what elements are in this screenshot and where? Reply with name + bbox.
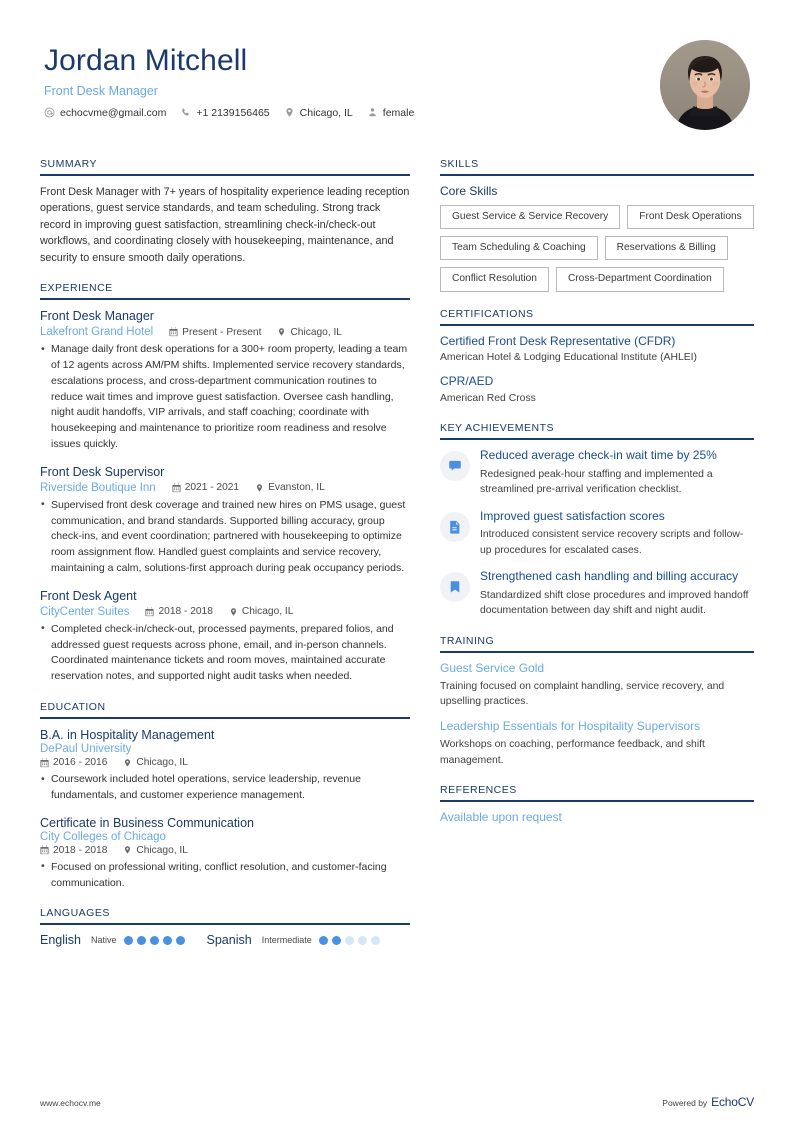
entry-dates-value: Present - Present: [182, 326, 262, 338]
skill-tag-list: [440, 205, 754, 292]
entry-title: B.A. in Hospitality Management: [40, 727, 215, 742]
location-icon: [123, 845, 132, 855]
location-icon: [255, 483, 264, 493]
achievement-item: [440, 569, 754, 619]
training-name: Leadership Essentials for Hospitality Supervisors: [440, 719, 701, 734]
skill-tag: Reservations & Billing: [605, 236, 728, 260]
entry-location: [229, 606, 294, 617]
entry-org: CityCenter Suites: [40, 605, 130, 618]
calendar-icon: [172, 483, 181, 493]
bullet-item: • Supervised front desk coverage and trained new hires on PMS usage, guest communication, and brand standards. Supported billing accuracy, group check-ins, and event coordination; partnered with housekeeping to optimize room assignment flow. Handled guest complaints and service recovery, maintaining a calm, solutions-first approach during peak occupancy periods.: [40, 498, 410, 577]
divider: [40, 174, 410, 176]
training-item: [440, 661, 754, 710]
education-entry: [40, 727, 410, 804]
contact-gender: [367, 107, 415, 119]
entry-location-value: Chicago, IL: [136, 757, 188, 769]
powered-by-label: Powered by: [662, 1098, 708, 1108]
contact-gender-value: female: [382, 106, 415, 119]
entry-meta: [40, 757, 410, 768]
language-rating: [319, 936, 380, 945]
entry-dates: [40, 845, 107, 856]
avatar: [660, 40, 750, 130]
contact-email-value: echocvme@gmail.com: [60, 106, 167, 119]
rating-dot: [163, 936, 172, 945]
footer-website[interactable]: www.echocv.me: [40, 1098, 101, 1108]
section-heading-references: REFERENCES: [440, 784, 517, 797]
entry-bullets: [40, 772, 410, 804]
brand-name: EchoCV: [711, 1095, 754, 1109]
section-heading-summary: SUMMARY: [40, 158, 97, 170]
entry-location-value: Chicago, IL: [241, 606, 294, 618]
location-icon: [229, 607, 238, 617]
bullet-item: • Completed check-in/check-out, processed payments, prepared folios, and addressed guest requests across phone, email, and in-person channels. Coordinated maintenance tickets and room moves, maintained accurate reservation notes, and supported night audit tasks when needed.: [40, 622, 410, 685]
left-column: [40, 158, 432, 963]
certification-issuer: American Red Cross: [440, 392, 536, 404]
entry-bullets: [40, 860, 410, 892]
achievement-item: [440, 448, 754, 498]
entry-location: [123, 757, 188, 768]
section-heading-achievements: KEY ACHIEVEMENTS: [440, 422, 555, 435]
resume-header: [40, 40, 754, 130]
skill-tag: Guest Service & Service Recovery: [440, 205, 620, 229]
rating-dot: [150, 936, 159, 945]
entry-dates-value: 2018 - 2018: [158, 606, 213, 618]
entry-location: [255, 482, 325, 493]
contact-row: [44, 107, 414, 119]
experience-entry: [40, 588, 410, 685]
section-key-achievements: [440, 422, 754, 619]
achievement-desc: Introduced consistent service recovery scripts and follow-up procedures for escalated cases.: [480, 529, 744, 556]
achievement-item: [440, 509, 754, 559]
language-item-english: [40, 933, 185, 947]
entry-meta: [40, 845, 410, 856]
right-column: [432, 158, 754, 840]
section-heading-experience: EXPERIENCE: [40, 282, 113, 295]
entry-bullets: [40, 498, 410, 577]
location-icon: [284, 107, 295, 118]
training-name: Guest Service Gold: [440, 660, 545, 675]
section-training: [440, 635, 754, 768]
certification-item: [440, 374, 754, 406]
entry-org: DePaul University: [40, 743, 132, 756]
contact-location-value: Chicago, IL: [299, 106, 353, 119]
entry-meta: [40, 606, 410, 618]
language-level: Intermediate: [261, 935, 312, 946]
resume-body: [40, 158, 754, 963]
section-heading-education: EDUCATION: [40, 700, 106, 713]
summary-text: Front Desk Manager with 7+ years of hospitality experience leading reception operations, guest service standards, and team scheduling. Strong track record in improving guest satisfaction, streamlining check-in/check-out workflows, and coordinating closely with housekeeping, maintenance, and security to ensure smooth daily operations.: [40, 186, 410, 264]
divider: [440, 174, 754, 176]
entry-title: Certificate in Business Communication: [40, 815, 254, 830]
training-item: [440, 719, 754, 768]
achievement-title: Reduced average check-in wait time by 25%: [480, 448, 717, 463]
entry-title: Front Desk Manager: [40, 309, 154, 324]
rating-dot: [345, 936, 354, 945]
achievement-body: [480, 509, 754, 559]
rating-dot: [358, 936, 367, 945]
section-certifications: [440, 308, 754, 406]
calendar-icon: [40, 845, 49, 855]
section-skills: [440, 158, 754, 292]
entry-bullets: [40, 622, 410, 685]
page-footer: [40, 1095, 754, 1109]
calendar-icon: [145, 607, 154, 617]
skill-tag: Front Desk Operations: [627, 205, 753, 229]
location-icon: [277, 327, 286, 337]
section-summary: [40, 158, 410, 266]
section-heading-certifications: CERTIFICATIONS: [440, 307, 534, 320]
bookmark-icon: [440, 572, 470, 602]
document-icon: [440, 512, 470, 542]
achievement-desc: Standardized shift close procedures and improved handoff documentation between day shift and night audit.: [480, 590, 749, 617]
section-languages: [40, 907, 410, 947]
experience-entry: [40, 464, 410, 577]
rating-dot: [332, 936, 341, 945]
training-desc: Training focused on complaint handling, service recovery, and upselling practices.: [440, 680, 725, 708]
entry-org: Riverside Boutique Inn: [40, 481, 156, 494]
rating-dot: [137, 936, 146, 945]
certification-name: Certified Front Desk Representative (CFDR): [440, 333, 676, 348]
entry-location-value: Chicago, IL: [136, 844, 188, 856]
contact-phone: [180, 107, 269, 119]
entry-org: City Colleges of Chicago: [40, 830, 166, 843]
rating-dot: [176, 936, 185, 945]
entry-dates-value: 2016 - 2016: [53, 757, 108, 769]
language-name: Spanish: [206, 933, 252, 948]
language-item-spanish: [207, 933, 380, 947]
section-experience: [40, 282, 410, 685]
entry-dates: [172, 482, 239, 493]
contact-phone-value: +1 2139156465: [196, 106, 270, 119]
contact-email: [44, 107, 166, 119]
section-references: [440, 784, 754, 824]
footer-branding: [662, 1095, 754, 1109]
references-text: Available upon request: [440, 810, 562, 825]
certification-name: CPR/AED: [440, 374, 494, 389]
skill-tag: Cross-Department Coordination: [556, 267, 724, 291]
rating-dot: [319, 936, 328, 945]
entry-bullets: [40, 342, 410, 452]
language-rating: [124, 936, 185, 945]
certification-issuer: American Hotel & Lodging Educational Institute (AHLEI): [440, 352, 698, 364]
bullet-item: • Coursework included hotel operations, service leadership, revenue fundamentals, and customer experience management.: [40, 772, 410, 804]
education-entry: [40, 815, 410, 892]
bullet-item: • Manage daily front desk operations for a 300+ room property, leading a team of 12 agents across AM/PM shifts. Implemented service recovery standards, escalations process, and cross-department communication routines to reduce wait times and improve guest satisfaction. Oversee cash handling, night audit handoffs, VIP arrivals, and staff coaching; coordinate with housekeeping and maintenance to prioritize room readiness and resolve issues quickly.: [40, 342, 410, 452]
entry-dates: [145, 606, 212, 617]
training-desc: Workshops on coaching, performance feedback, and shift management.: [440, 739, 705, 766]
skill-tag: Conflict Resolution: [440, 267, 549, 291]
achievement-body: [480, 569, 754, 619]
rating-dot: [124, 936, 133, 945]
experience-entry: [40, 308, 410, 453]
calendar-icon: [169, 327, 178, 337]
entry-dates-value: 2021 - 2021: [184, 482, 240, 494]
entry-dates: [40, 757, 107, 768]
skills-subheading: Core Skills: [440, 184, 498, 198]
person-icon: [367, 107, 378, 118]
entry-title: Front Desk Agent: [40, 588, 137, 603]
divider: [40, 298, 410, 300]
entry-location-value: Chicago, IL: [290, 326, 342, 338]
location-icon: [123, 758, 132, 768]
section-heading-languages: LANGUAGES: [40, 907, 110, 920]
achievement-desc: Redesigned peak-hour staffing and implemented a streamlined pre-arrival verification checklist.: [480, 468, 713, 496]
language-level: Native: [91, 935, 117, 946]
entry-location: [123, 845, 188, 856]
page-title: Jordan Mitchell: [44, 44, 248, 77]
entry-dates: [169, 327, 261, 338]
calendar-icon: [40, 758, 49, 768]
divider: [440, 324, 754, 326]
entry-title: Front Desk Supervisor: [40, 464, 165, 479]
speech-bubble-icon: [440, 451, 470, 481]
phone-icon: [180, 107, 191, 118]
header-text-block: [44, 40, 414, 119]
entry-location-value: Evanston, IL: [268, 482, 325, 494]
achievement-title: Improved guest satisfaction scores: [480, 508, 665, 523]
entry-meta: [40, 326, 410, 338]
section-education: [40, 701, 410, 892]
rating-dot: [371, 936, 380, 945]
bullet-item: • Focused on professional writing, conflict resolution, and customer-facing communication.: [40, 860, 410, 892]
section-heading-skills: SKILLS: [440, 158, 479, 170]
entry-dates-value: 2018 - 2018: [53, 844, 108, 856]
divider: [40, 717, 410, 719]
achievement-body: [480, 448, 754, 498]
contact-location: [284, 107, 353, 119]
skill-tag: Team Scheduling & Coaching: [440, 236, 598, 260]
language-name: English: [40, 933, 81, 948]
entry-org: Lakefront Grand Hotel: [40, 326, 154, 339]
achievement-title: Strengthened cash handling and billing accuracy: [480, 569, 739, 584]
divider: [440, 800, 754, 802]
divider: [40, 923, 410, 925]
divider: [440, 438, 754, 440]
entry-meta: [40, 482, 410, 494]
email-icon: [44, 107, 55, 118]
entry-location: [277, 327, 342, 338]
section-heading-training: TRAINING: [440, 634, 495, 647]
divider: [440, 651, 754, 653]
job-title: Front Desk Manager: [44, 83, 158, 98]
certification-item: [440, 334, 754, 366]
languages-row: [40, 933, 410, 947]
